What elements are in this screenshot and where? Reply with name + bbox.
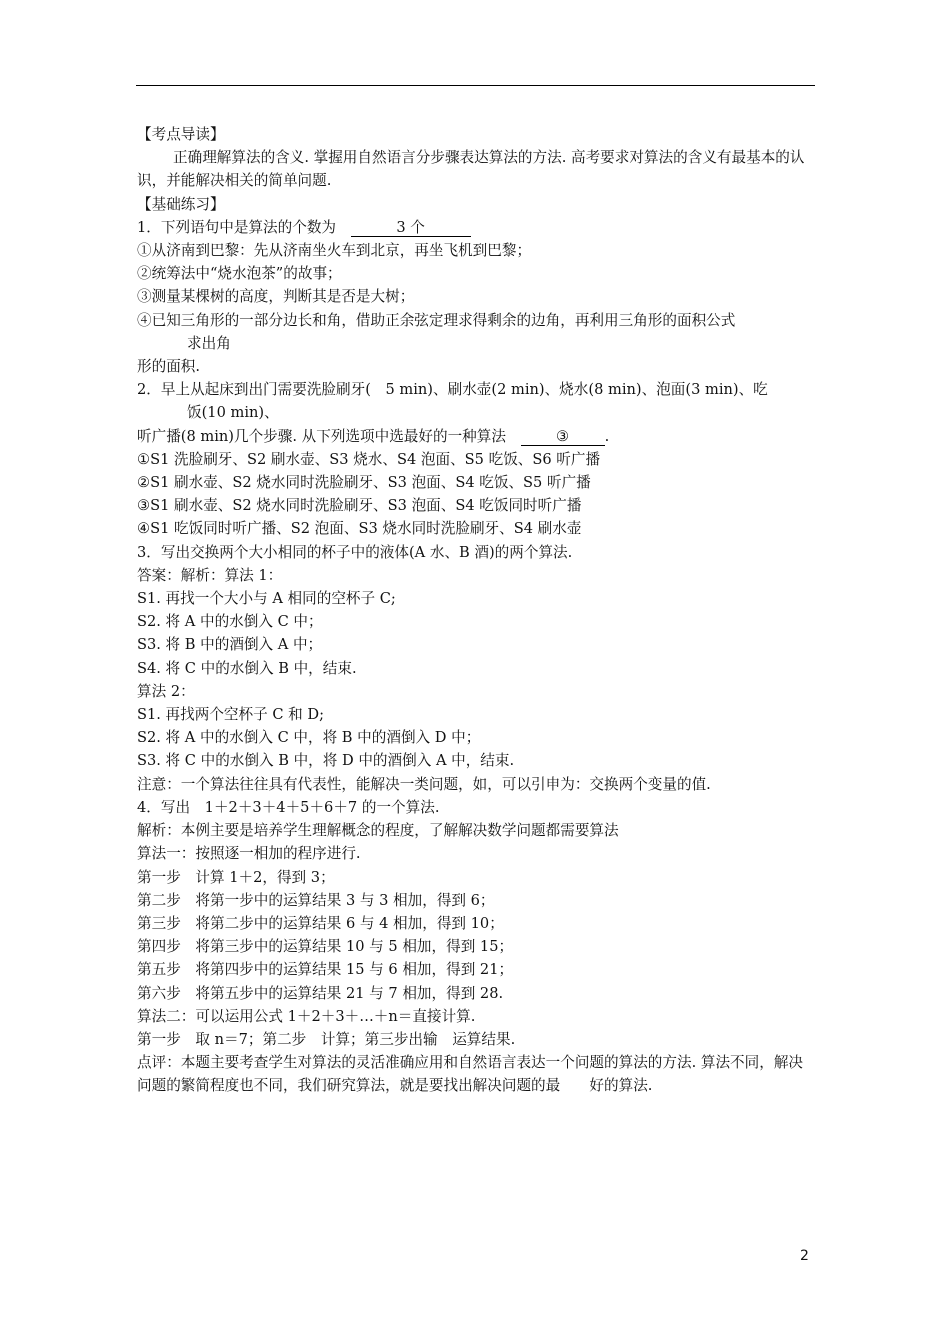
guide-title: 【考点导读】 — [137, 126, 225, 143]
q3-line: S3. 将 B 中的酒倒入 A 中； — [137, 636, 323, 654]
q3-line: S4. 将 C 中的水倒入 B 中，结束. — [137, 659, 357, 677]
q3-line: 3．写出交换两个大小相同的杯子中的液体(A 水、B 酒)的两个算法. — [137, 543, 573, 561]
q4-line: 第一步 取 n＝7；第二步 计算；第三步出输 运算结果. — [137, 1030, 516, 1048]
q4-line: 第一步 计算 1＋2，得到 3； — [137, 868, 335, 886]
q3-line: S2. 将 A 中的水倒入 C 中，将 B 中的酒倒入 D 中； — [137, 729, 481, 747]
q1-answer-blank: 3 个 — [351, 219, 471, 237]
q2-option-4: ④S1 吃饭同时听广播、S2 泡面、S3 烧水同时洗脸刷牙、S4 刷水壶 — [137, 520, 582, 538]
q3-line: 算法 2： — [137, 682, 195, 700]
page-number: 2 — [800, 1248, 809, 1264]
q1-option-2: ②统筹法中“烧水泡茶”的故事； — [137, 265, 342, 283]
q1-stem-text: 1．下列语句中是算法的个数为 — [137, 218, 337, 236]
q2-option-1: ①S1 洗脸刷牙、S2 刷水壶、S3 烧水、S4 泡面、S5 吃饭、S6 听广播 — [137, 450, 601, 468]
q3-line: 注意：一个算法往往具有代表性，能解决一类问题，如，可以引申为：交换两个变量的值. — [137, 775, 711, 793]
practice-title: 【基础练习】 — [137, 195, 225, 213]
q1-option-4-end: 形的面积. — [137, 358, 201, 376]
document-body — [137, 123, 815, 1098]
q4-line: 4．写出 1＋2＋3＋4＋5＋6＋7 的一个算法. — [137, 798, 440, 816]
q2-answer-blank: ③ — [521, 428, 605, 446]
q2-line-2 — [137, 425, 815, 448]
q2-option-3: ③S1 刷水壶、S2 烧水同时洗脸刷牙、S3 泡面、S4 吃饭同时听广播 — [137, 497, 582, 515]
q3-line: S2. 将 A 中的水倒入 C 中； — [137, 613, 323, 631]
q1-option-4-cont: 求出角 — [187, 334, 231, 352]
q1-option-4: ④已知三角形的一部分边长和角，借助正余弦定理求得剩余的边角，再利用三角形的面积公式 — [137, 311, 736, 329]
q4-line: 第五步 将第四步中的运算结果 15 与 6 相加，得到 21； — [137, 961, 514, 979]
q3-line: S3. 将 C 中的水倒入 B 中，将 D 中的酒倒入 A 中，结束. — [137, 752, 515, 770]
q4-line: 第三步 将第二步中的运算结果 6 与 4 相加，得到 10； — [137, 914, 504, 932]
q2-line-1: 2．早上从起床到出门需要洗脸刷牙( 5 min)、刷水壶(2 min)、烧水(8 min)、泡面(3 min)、吃 — [137, 381, 768, 399]
q4-line: 第二步 将第一步中的运算结果 3 与 3 相加，得到 6； — [137, 891, 495, 909]
q2-line-2-end: . — [604, 427, 610, 445]
q1-option-1: ①从济南到巴黎：先从济南坐火车到北京，再坐飞机到巴黎； — [137, 242, 532, 260]
q2-line-1-cont: 饭(10 min)、 — [187, 404, 279, 422]
q3-line: S1. 再找两个空杯子 C 和 D; — [137, 706, 325, 724]
q2-option-2: ②S1 刷水壶、S2 烧水同时洗脸刷牙、S3 泡面、S4 吃饭、S5 听广播 — [137, 474, 591, 492]
q1-stem — [137, 216, 815, 239]
q4-line: 算法二：可以运用公式 1＋2＋3＋…＋n＝直接计算. — [137, 1007, 476, 1025]
q3-line: 答案：解析：算法 1： — [137, 566, 283, 584]
guide-text: 正确理解算法的含义. 掌握用自然语言分步骤表达算法的方法. 高考要求对算法的含义有最基本的认识，并能解决相关的简单问题. — [137, 149, 805, 190]
q4-line: 解析：本例主要是培养学生理解概念的程度，了解解决数学问题都需要算法 — [137, 822, 619, 840]
q4-line: 算法一：按照逐一相加的程序进行. — [137, 845, 361, 863]
q4-line: 第六步 将第五步中的运算结果 21 与 7 相加，得到 28. — [137, 984, 504, 1002]
q4-line: 第四步 将第三步中的运算结果 10 与 5 相加，得到 15； — [137, 938, 514, 956]
q1-option-3: ③测量某棵树的高度，判断其是否是大树； — [137, 288, 415, 306]
q2-line-2-text: 听广播(8 min)几个步骤. 从下列选项中选最好的一种算法 — [137, 427, 506, 445]
q3-line: S1. 再找一个大小与 A 相同的空杯子 C; — [137, 590, 396, 608]
q4-comment: 点评：本题主要考查学生对算法的灵活准确应用和自然语言表达一个问题的算法的方法. 算法不同，解决问题的繁简程度也不同，我们研究算法，就是要找出解决问题的最 好的算法. — [137, 1054, 804, 1095]
header-rule — [136, 85, 815, 86]
